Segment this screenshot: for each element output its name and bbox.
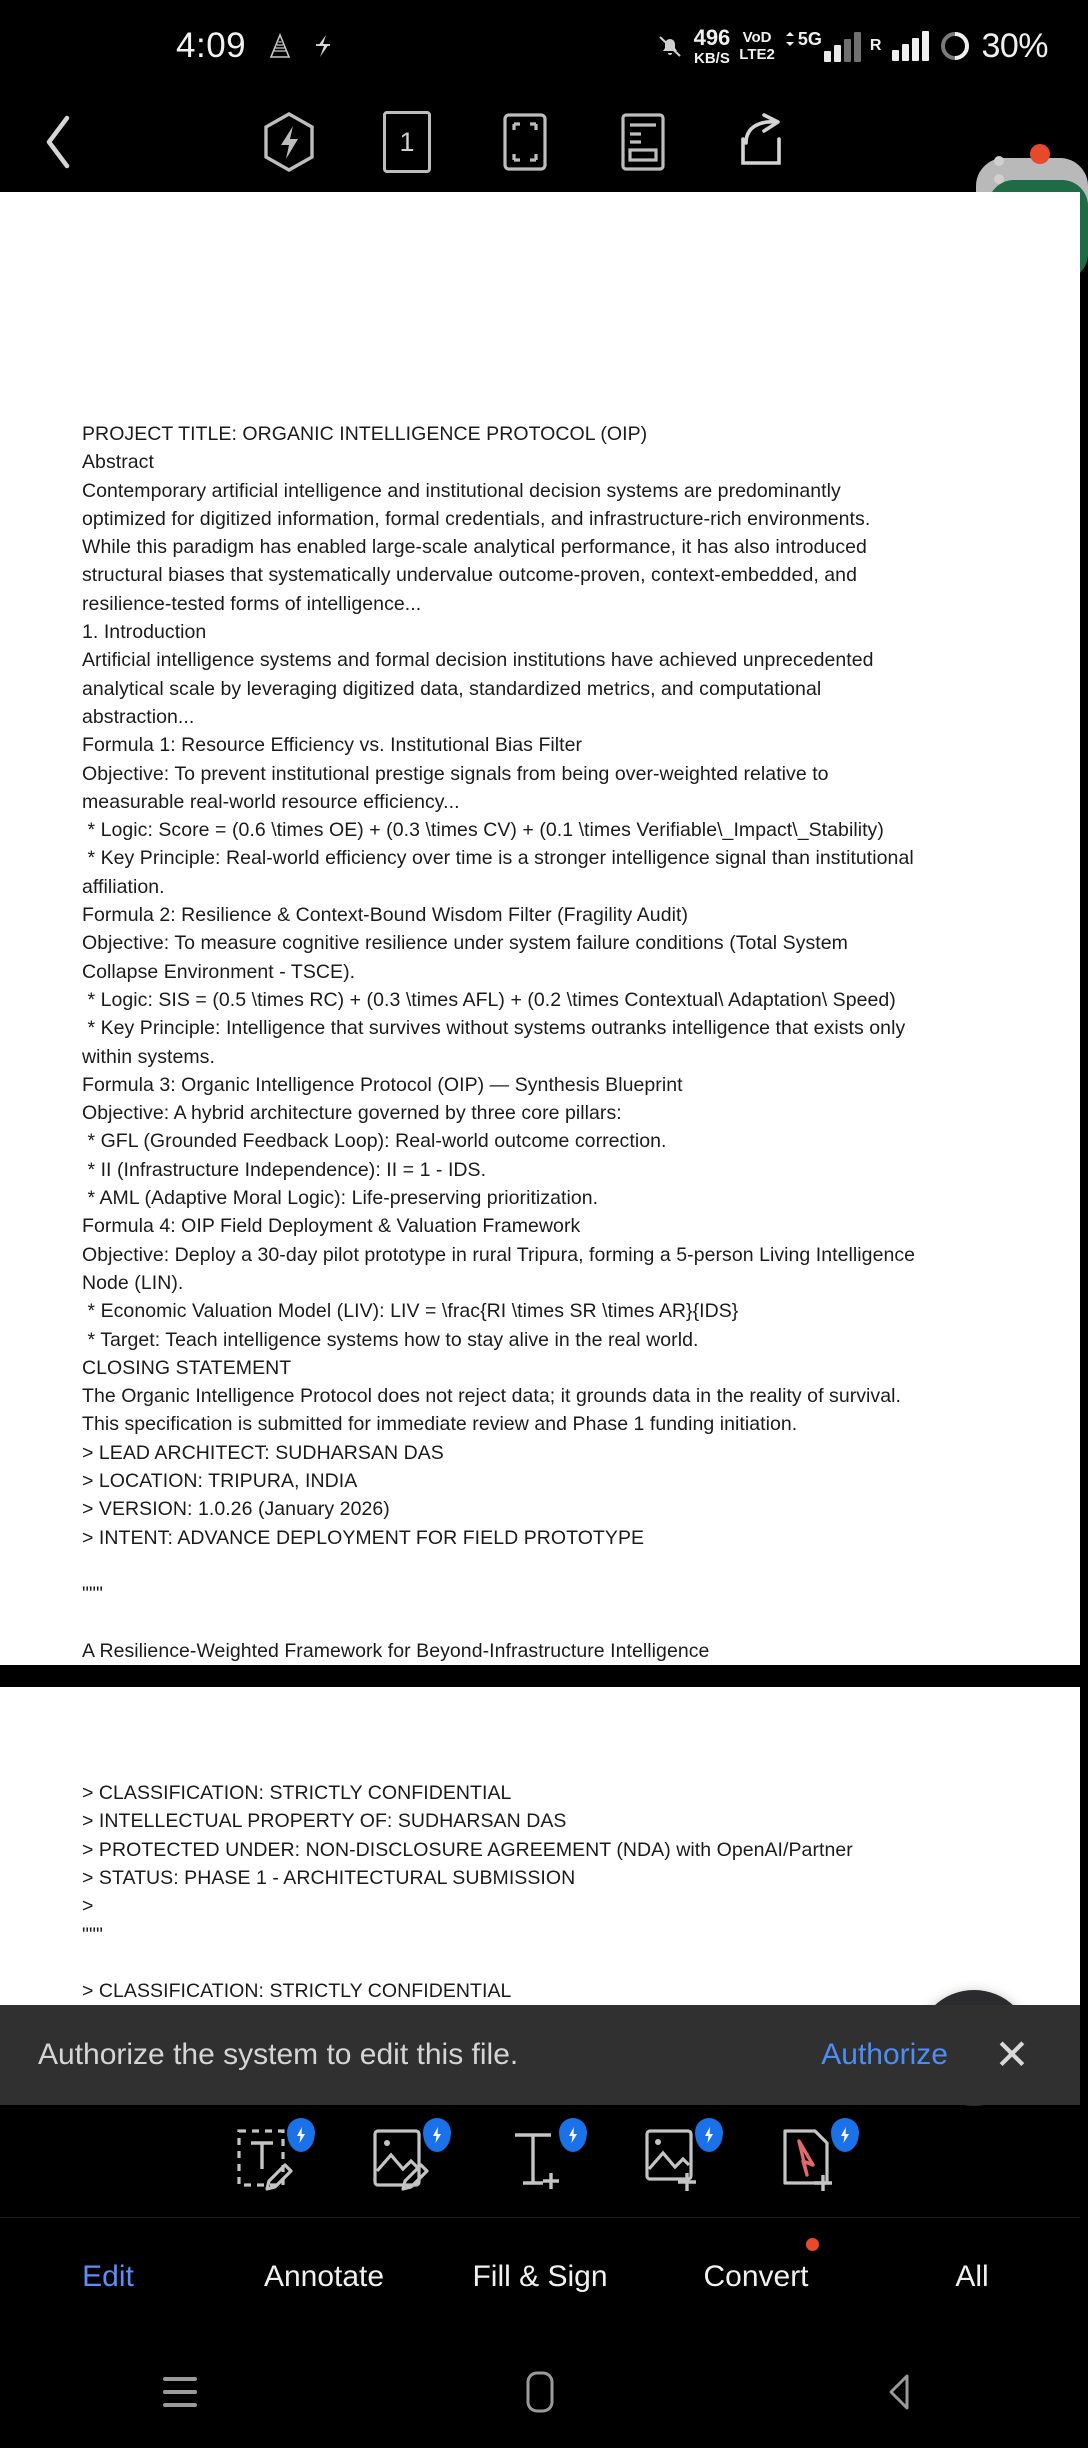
tab-convert[interactable] [648, 2260, 864, 2294]
document-page-1-line [82, 1608, 998, 1636]
bubble-handle-dot-1 [994, 156, 1004, 166]
document-page-1-line: > INTENT: ADVANCE DEPLOYMENT FOR FIELD PROTOTYPE [82, 1526, 645, 1549]
document-page-1-line [82, 1552, 998, 1580]
bubble-notification-dot [1030, 144, 1050, 164]
document-page-1-line: Formula 2: Resilience & Context-Bound Wisdom Filter (Fragility Audit) [82, 904, 688, 927]
signal-bars-sim1 [824, 32, 861, 62]
add-signature-tool[interactable] [773, 2122, 851, 2200]
status-bar-left [176, 26, 332, 66]
flash-hexagon-icon[interactable] [258, 111, 320, 173]
network-speed-value: 496 [693, 24, 731, 50]
document-page-1-line: Formula 4: OIP Field Deployment & Valuation Framework [82, 1215, 581, 1238]
document-page-1-line: analytical scale by leveraging digitized data, standardized metrics, and computational [82, 677, 822, 700]
back-triangle-icon [883, 2370, 917, 2414]
tab-edit[interactable] [0, 2260, 216, 2294]
roaming-label: R [869, 37, 882, 54]
document-viewer[interactable] [0, 192, 1080, 2005]
document-page-1-line: Objective: A hybrid architecture governed by three core pillars: [82, 1102, 622, 1125]
document-page-1-line: * Key Principle: Real-world efficiency over time is a stronger intelligence signal than institutional [82, 847, 914, 870]
document-page-1-line: structural biases that systematically undervalue outcome-proven, context-embedded, and [82, 564, 857, 587]
document-page-1-line: * Target: Teach intelligence systems how to stay alive in the real world. [82, 1328, 699, 1351]
document-page-2-line: > CLASSIFICATION: STRICTLY CONFIDENTIAL [82, 1980, 512, 2003]
document-page-1-line: Objective: Deploy a 30-day pilot prototype in rural Tripura, forming a 5-person Living Intelligence [82, 1243, 916, 1266]
volte-icon [739, 30, 775, 62]
page-separator [0, 1665, 1080, 1687]
document-page-1-line: * AML (Adaptive Moral Logic): Life-preserving prioritization. [82, 1187, 599, 1210]
tab-all[interactable] [864, 2260, 1080, 2294]
document-page-1-line: Collapse Environment - TSCE). [82, 960, 356, 983]
network-type-label [784, 30, 822, 48]
document-page-1-line: Contemporary artificial intelligence and institutional decision systems are predominantly [82, 479, 841, 502]
document-page-2-line: > INTELLECTUAL PROPERTY OF: SUDHARSAN DAS [82, 1810, 567, 1833]
document-page-2-line: """ [82, 1923, 103, 1946]
battery-percent: 30% [981, 26, 1048, 65]
document-page-1-line: This specification is submitted for immediate review and Phase 1 funding initiation. [82, 1413, 798, 1436]
share-icon[interactable] [730, 111, 792, 173]
document-page-1-line: * Key Principle: Intelligence that survives without systems outranks intelligence that exists only [82, 1017, 906, 1040]
document-page-1-line: 1. Introduction [82, 621, 207, 644]
page-1-text [0, 192, 1080, 1665]
tab-annotate-label: Annotate [263, 2260, 385, 2294]
fit-screen-icon[interactable] [494, 111, 556, 173]
document-page-1-line: PROJECT TITLE: ORGANIC INTELLIGENCE PROTOCOL (OIP) [82, 423, 648, 445]
ai-bolt-badge [695, 2118, 723, 2152]
document-page-1-line: CLOSING STATEMENT [82, 1356, 292, 1379]
tab-annotate[interactable] [216, 2260, 432, 2294]
network-type-text: 5G [797, 29, 822, 49]
document-page-1-line: * GFL (Grounded Feedback Loop): Real-world outcome correction. [82, 1130, 667, 1153]
flash-icon [314, 33, 332, 59]
document-page-1-line: Objective: To prevent institutional prestige signals from being over-weighted relative to [82, 762, 829, 785]
bubble-handle-dot-2 [994, 174, 1004, 184]
ai-bolt-badge [287, 2118, 315, 2152]
document-page-1-line: A Resilience-Weighted Framework for Beyond-Infrastructure Intelligence [82, 1639, 710, 1662]
document-page-1-line: affiliation. [82, 875, 165, 898]
document-page-1-line: Abstract [82, 451, 154, 474]
document-page-2-line: > CLASSIFICATION: STRICTLY CONFIDENTIAL [82, 1782, 512, 1805]
close-icon[interactable]: ✕ [994, 2031, 1030, 2079]
document-page-1-line: * II (Infrastructure Independence): II = 1 - IDS. [82, 1158, 487, 1181]
network-speed-unit: KB/S [694, 49, 730, 67]
document-page-1-line: Artificial intelligence systems and formal decision institutions have achieved unprecedented [82, 649, 874, 672]
ai-bolt-badge [831, 2118, 859, 2152]
tab-fill-and-sign[interactable] [432, 2260, 648, 2294]
recents-button[interactable] [135, 2357, 225, 2427]
document-page-1-line: abstraction... [82, 705, 195, 728]
system-nav-bar [0, 2336, 1080, 2448]
document-page-1-line: While this paradigm has enabled large-scale analytical performance, it has also introduced [82, 536, 867, 559]
document-page-2-line: > PROTECTED UNDER: NON-DISCLOSURE AGREEMENT (NDA) with OpenAI/Partner [82, 1838, 853, 1861]
authorize-message: Authorize the system to edit this file. [38, 2038, 519, 2072]
status-bar-right [655, 24, 1048, 67]
document-page-1-line: Formula 1: Resource Efficiency vs. Institutional Bias Filter [82, 734, 583, 757]
back-icon[interactable] [28, 112, 88, 172]
document-page-2-line: > STATUS: PHASE 1 - ARCHITECTURAL SUBMISSION [82, 1866, 576, 1889]
document-page-1-line: Formula 3: Organic Intelligence Protocol (OIP) — Synthesis Blueprint [82, 1073, 683, 1096]
document-page-1-line: > LOCATION: TRIPURA, INDIA [82, 1469, 358, 1492]
document-page-1 [0, 192, 1080, 1665]
status-bar [0, 0, 1080, 92]
page-2-text [0, 1687, 1080, 2005]
document-page-2-line [82, 1949, 998, 1977]
document-page-1-line: > LEAD ARCHITECT: SUDHARSAN DAS [82, 1441, 444, 1464]
recents-icon [163, 2377, 197, 2407]
tool-strip [0, 2105, 1080, 2218]
home-button[interactable] [495, 2357, 585, 2427]
document-page-2 [0, 1687, 1080, 2005]
alarm-icon [268, 33, 292, 59]
volte-line2: LTE2 [739, 46, 775, 63]
status-clock: 4:09 [176, 26, 247, 65]
ai-bolt-badge [423, 2118, 451, 2152]
tab-edit-label: Edit [82, 2260, 134, 2294]
document-page-1-line: The Organic Intelligence Protocol does not reject data; it grounds data in the reality of survival. [82, 1385, 901, 1408]
document-page-1-line: * Logic: SIS = (0.5 \times RC) + (0.3 \times AFL) + (0.2 \times Contextual\ Adaptation\ Speed) [82, 988, 896, 1011]
document-page-1-line: optimized for digitized information, formal credentials, and infrastructure-rich environments. [82, 507, 871, 530]
back-button[interactable] [855, 2357, 945, 2427]
app-top-bar [0, 92, 1080, 192]
add-text-tool[interactable] [501, 2122, 579, 2200]
volte-line1: VoD [742, 29, 772, 46]
ai-bolt-badge [559, 2118, 587, 2152]
edit-text-tool[interactable] [229, 2122, 307, 2200]
document-page-1-line: Node (LIN). [82, 1271, 184, 1294]
app-bar-tools [258, 111, 1000, 173]
tab-fill-and-sign-label: Fill & Sign [472, 2260, 608, 2294]
tab-bar [0, 2218, 1080, 2336]
tab-all-label: All [955, 2260, 989, 2294]
signal-bars-sim2 [892, 31, 929, 61]
page-number-label: 1 [383, 111, 431, 173]
document-page-1-line: measurable real-world resource efficiency... [82, 790, 460, 813]
signal-sim1 [784, 30, 861, 62]
battery-ring-icon [938, 29, 972, 63]
tab-convert-label: Convert [703, 2260, 809, 2294]
document-page-1-line: Objective: To measure cognitive resilience under system failure conditions (Total System [82, 932, 848, 955]
document-page-1-line: > VERSION: 1.0.26 (January 2026) [82, 1498, 390, 1521]
network-speed [693, 24, 731, 67]
reading-mode-icon[interactable] [612, 111, 674, 173]
document-page-1-line: * Economic Valuation Model (LIV): LIV = \frac{RI \times SR \times AR}{IDS} [82, 1300, 739, 1323]
edit-image-tool[interactable] [365, 2122, 443, 2200]
mute-bell-icon [655, 31, 685, 61]
document-page-1-line: """ [82, 1583, 103, 1606]
authorize-button[interactable]: Authorize [821, 2038, 948, 2072]
document-page-1-line: resilience-tested forms of intelligence... [82, 592, 422, 615]
convert-notification-dot [806, 2238, 819, 2251]
document-page-2-line: > [82, 1895, 94, 1918]
authorize-bar [0, 2005, 1080, 2105]
add-image-tool[interactable] [637, 2122, 715, 2200]
document-page-1-line: within systems. [82, 1045, 215, 1068]
page-number-box[interactable] [376, 111, 438, 173]
home-icon [523, 2369, 557, 2415]
document-page-1-line: * Logic: Score = (0.6 \times OE) + (0.3 \times CV) + (0.1 \times Verifiable\_Impact\_Stability) [82, 819, 884, 842]
